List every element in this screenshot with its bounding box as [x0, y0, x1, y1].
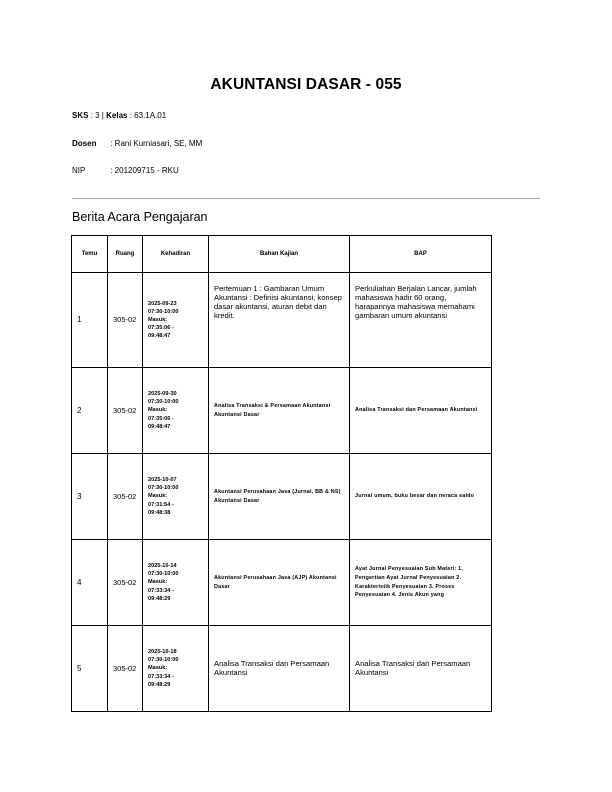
attendance-schedule: 07:30-10:00: [148, 571, 179, 578]
sks-label: SKS: [72, 111, 89, 120]
attendance-label: Masuk:: [148, 665, 168, 672]
header-bap: BAP: [350, 236, 492, 273]
table-row: [72, 273, 492, 368]
attendance-out: 09:48:38: [148, 509, 171, 516]
cell-temu: 2: [72, 368, 108, 454]
cell-bap: Jurnal umum, buku besar dan neraca saldo: [350, 454, 492, 540]
cell-kehadiran: [143, 626, 209, 712]
table-row: [72, 540, 492, 626]
attendance-out: 09:48:47: [148, 423, 171, 430]
table-header-row: [72, 236, 492, 273]
attendance-date: 2025-10-07: [148, 477, 177, 484]
cell-bahan-kajian: Analisa Transaksi dan Persamaan Akuntansi: [209, 626, 350, 712]
cell-bap: Perkuliahan Berjalan Lancar, jumlah mahasiswa hadir 60 orang, harapannya mahasiswa memahami gambaran umum akuntansi: [350, 273, 492, 368]
attendance-label: Masuk:: [148, 579, 168, 586]
cell-bahan-kajian: Analisa Transaksi & Persamaan Akuntansi Akuntansi Dasar: [209, 368, 350, 454]
cell-kehadiran: [143, 454, 209, 540]
cell-temu: 4: [72, 540, 108, 626]
cell-temu: 5: [72, 626, 108, 712]
cell-temu: 1: [72, 273, 108, 368]
attendance-label: Masuk:: [148, 407, 168, 414]
nip-label: NIP: [72, 166, 86, 175]
header-kehadiran: Kehadiran: [143, 236, 209, 273]
attendance-schedule: 07:30-10:00: [148, 308, 179, 315]
attendance-schedule: 07:30-10:00: [148, 657, 179, 664]
cell-ruang: 305-02: [108, 454, 143, 540]
header-bahan-kajian: Bahan Kajian: [209, 236, 350, 273]
attendance-out: 09:48:29: [148, 595, 171, 602]
header-temu: Temu: [72, 236, 108, 273]
cell-ruang: 305-02: [108, 273, 143, 368]
dosen-label: Dosen: [72, 139, 97, 148]
dosen-line: [72, 139, 202, 148]
cell-kehadiran: [143, 273, 209, 368]
attendance-out: 09:48:47: [148, 333, 171, 340]
kelas-label: Kelas: [106, 111, 128, 120]
cell-ruang: 305-02: [108, 540, 143, 626]
cell-ruang: 305-02: [108, 368, 143, 454]
table-row: [72, 454, 492, 540]
attendance-in: 07:35:06 -: [148, 325, 174, 332]
section-title: Berita Acara Pengajaran: [72, 210, 208, 224]
cell-bap: Analisa Transaksi dan Persamaan Akuntansi: [350, 626, 492, 712]
cell-bahan-kajian: Akuntansi Perusahaan Jasa (AJP) Akuntansi Dasar: [209, 540, 350, 626]
cell-bahan-kajian: Akuntansi Perusahaan Jasa (Jurnal, BB & NS) Akuntansi Dasar: [209, 454, 350, 540]
cell-ruang: 305-02: [108, 626, 143, 712]
kelas-value: : 63.1A.01: [129, 111, 167, 120]
cell-bap: Analisa Transaksi dan Persamaan Akuntansi: [350, 368, 492, 454]
attendance-date: 2025-09-30: [148, 391, 177, 398]
page-title: AKUNTANSI DASAR - 055: [210, 76, 402, 93]
attendance-out: 09:48:29: [148, 681, 171, 688]
cell-kehadiran: [143, 368, 209, 454]
sks-value: : 3 |: [90, 111, 104, 120]
table-row: [72, 368, 492, 454]
header-ruang: Ruang: [108, 236, 143, 273]
table-row: [72, 626, 492, 712]
cell-bap: Ayat Jurnal Penyesuaian Sub Materi: 1. Pengertian Ayat Jurnal Penyesuaian 2. Karakteristik Penyesuaian 3. Proses Penyesuaian 4. Jenis Akun yang: [350, 540, 492, 626]
attendance-date: 2025-09-23: [148, 300, 177, 307]
nip-value: : 201209715 - RKU: [110, 166, 179, 175]
cell-temu: 3: [72, 454, 108, 540]
attendance-in: 07:33:34 -: [148, 673, 174, 680]
dosen-value: : Rani Kurniasari, SE, MM: [110, 139, 203, 148]
attendance-schedule: 07:30-10:00: [148, 485, 179, 492]
bap-table: [71, 235, 492, 712]
attendance-in: 07:33:34 -: [148, 587, 174, 594]
cell-kehadiran: [143, 540, 209, 626]
attendance-label: Masuk:: [148, 316, 168, 323]
attendance-in: 07:31:54 -: [148, 501, 174, 508]
attendance-label: Masuk:: [148, 493, 168, 500]
attendance-date: 2025-10-18: [148, 649, 177, 656]
attendance-date: 2025-10-14: [148, 563, 177, 570]
attendance-schedule: 07:30-10:00: [148, 399, 179, 406]
section-divider: [72, 198, 540, 199]
attendance-in: 07:35:06 -: [148, 415, 174, 422]
nip-line: [72, 166, 179, 175]
cell-bahan-kajian: Pertemuan 1 : Gambaran Umum Akuntansi : Definisi akuntansi, konsep dasar akuntansi, aturan debit dan kredit.: [209, 273, 350, 368]
sks-kelas-line: [72, 111, 166, 120]
